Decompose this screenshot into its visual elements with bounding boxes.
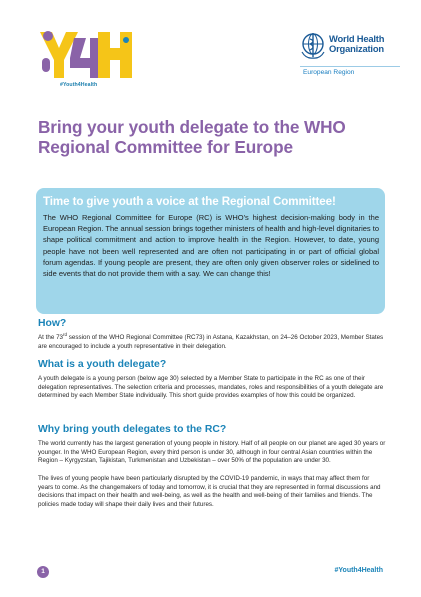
who-name-line2: Organization	[329, 43, 384, 54]
section-why-text-1: The world currently has the largest generation of young people in history. Half of all people on our planet are aged 30 years or younger. In the WHO European Region, every third person is under 30, although in four central Asian countries within the Region – Kyrgyzstan, Tajikistan, Turkmenistan and Uzbekistan – over 50% of the population are under 30.	[38, 440, 386, 465]
callout-title: Time to give youth a voice at the Regional Committee!	[43, 195, 336, 208]
who-name-line1: World Health	[329, 33, 385, 44]
footer-hashtag: #Youth4Health	[334, 567, 383, 574]
section-why-text-2: The lives of young people have been particularly disrupted by the COVID-19 pandemic, in ways that may affect them for years to come. As the changemakers of today and tomorrow, it is crucial that they are represented in formal discussions and decisions that impact on their health and well-being, as well as the health and well-being of their families and friends. The policies made today will shape their daily lives and their futures.	[38, 475, 381, 509]
section-why-heading: Why bring youth delegates to the RC?	[38, 424, 227, 435]
page-title: Bring your youth delegate to the WHO Regional Committee for Europe	[38, 117, 346, 157]
page-header	[0, 0, 421, 100]
who-europe-logo	[300, 32, 410, 82]
y4h-hashtag: #Youth4Health	[60, 82, 98, 88]
how-text-sup: rd	[63, 331, 68, 337]
section-what-heading: What is a youth delegate?	[38, 359, 167, 370]
section-how-text	[38, 331, 386, 351]
how-text-b: session of the WHO Regional Committee (RC73) in Astana, Kazakhstan, on 24–26 October 2023, Member States are encouraged to include a youth representative in their delegation.	[38, 334, 384, 350]
who-divider	[300, 66, 400, 67]
callout-body: The WHO Regional Committee for Europe (RC) is WHO's highest decision-making body in the European Region. The annual session brings together ministers of health and high-level dignitaries to shape political commitment and action to improve health in the Region. However, to date, young people have not been well represented and are often not participating in or part of official global forum agendas. If young people are present, they are often only given observer roles or sidelined to side events that do not provide them with a say. We can change this!	[43, 213, 379, 279]
who-emblem-icon	[300, 32, 326, 60]
who-name	[329, 34, 384, 54]
page-number: 1	[37, 566, 49, 578]
how-text-a: At the 73	[38, 334, 64, 341]
section-what-text: A youth delegate is a young person (below age 30) selected by a Member State to participate in the RC as one of their delegation representatives. The selection criteria and processes, mandates, roles and responsibilities of a youth delegate are determined by each Member State individually. This short guide provides examples of how this could be organized.	[38, 375, 384, 400]
section-how-heading: How?	[38, 318, 67, 329]
who-region: European Region	[303, 69, 355, 76]
